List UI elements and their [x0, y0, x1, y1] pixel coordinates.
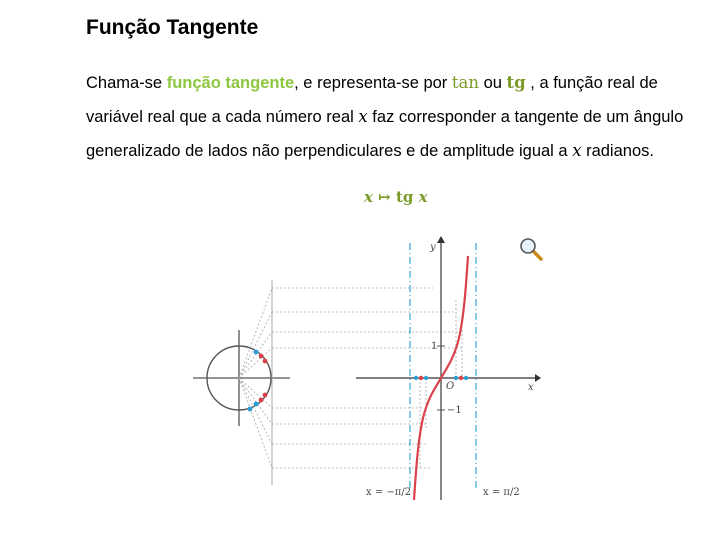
text: faz corresponder a tangente de um ângulo generalizado de lados não perpendiculares e de amplitude igual a	[86, 108, 684, 160]
formula-rhs: x	[418, 188, 428, 206]
text: Chama-se	[86, 74, 167, 92]
symbol-tan: tan	[451, 73, 479, 92]
tick-label-minus-1: −1	[447, 405, 462, 416]
text: ou	[479, 74, 507, 92]
term-funcao-tangente: função tangente	[166, 74, 295, 92]
formula-arrow: ↦	[372, 188, 396, 206]
symbol-tg: tg	[506, 73, 526, 92]
variable-x: x	[358, 107, 368, 126]
x-axis-label: x	[528, 382, 534, 393]
y-axis-label: y	[430, 242, 436, 253]
text: radianos.	[581, 142, 654, 160]
page-title: Função Tangente	[86, 16, 259, 39]
formula-lhs: x	[364, 188, 373, 206]
tick-label-1: 1	[431, 341, 438, 352]
magnifier-icon[interactable]	[521, 239, 541, 259]
text: , a função real de variável real que a cada número real	[86, 74, 658, 126]
asymptote-right-label: x = π/2	[483, 487, 520, 498]
formula-fn: tg	[395, 188, 419, 206]
text: , e representa-se por	[294, 74, 452, 92]
asymptote-left-label: x = −π/2	[366, 487, 412, 498]
circle-points	[248, 350, 268, 412]
graph-axes	[356, 236, 541, 500]
origin-label: O	[446, 381, 455, 392]
variable-x: x	[572, 141, 582, 160]
